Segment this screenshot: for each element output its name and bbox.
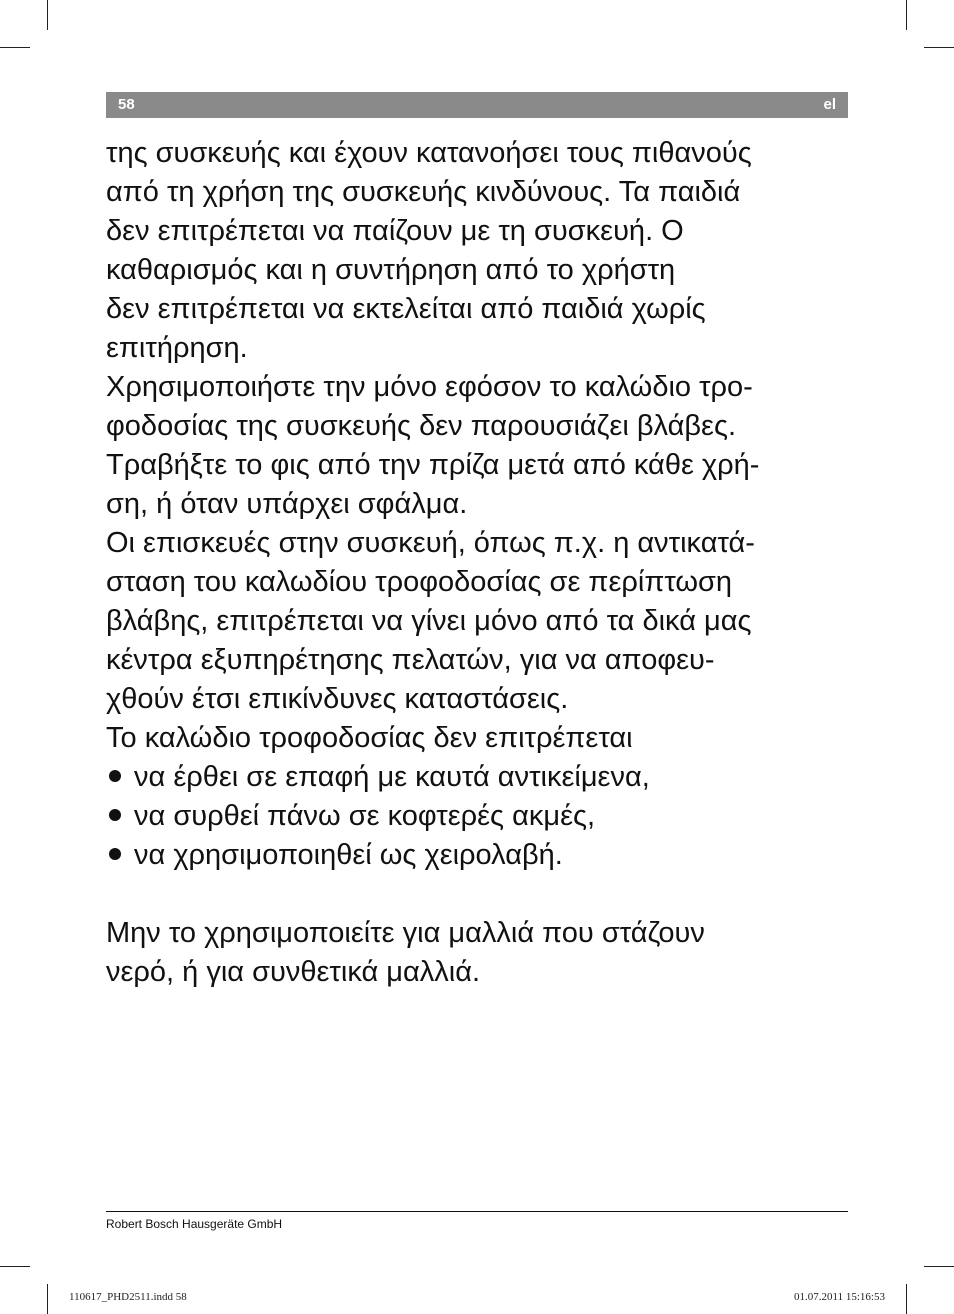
text-line: καθαρισμός και η συντήρηση από το χρήστη xyxy=(106,254,676,286)
text-line: Μην το χρησιμοποιείτε για μαλλιά που στάζουν xyxy=(106,917,705,949)
slug-timestamp: 01.07.2011 15:16:53 xyxy=(794,1291,885,1303)
bullet-icon xyxy=(109,770,121,782)
text-line: από τη χρήση της συσκευής κινδύνους. Τα παιδιά xyxy=(106,176,741,208)
text-line: Τραβήξτε το φις από την πρίζα μετά από κάθε χρή- xyxy=(106,449,760,481)
crop-mark-top-right-horizontal xyxy=(924,47,954,48)
bullet-text: να έρθει σε επαφή με καυτά αντικείμενα, xyxy=(134,761,650,793)
bullet-text: να χρησιμοποιηθεί ως χειρολαβή. xyxy=(134,839,563,871)
text-line: επιτήρηση. xyxy=(106,332,248,364)
bullet-item xyxy=(106,758,848,797)
crop-mark-bottom-right-vertical xyxy=(906,1284,907,1314)
text-line: σταση του καλωδίου τροφοδοσίας σε περίπτωση xyxy=(106,566,733,598)
crop-mark-bottom-left-vertical xyxy=(47,1284,48,1314)
text-line: δεν επιτρέπεται να εκτελείται από παιδιά χωρίς xyxy=(106,293,706,325)
text-line: νερό, ή για συνθετικά μαλλιά. xyxy=(106,956,481,988)
page-number: 58 xyxy=(118,96,135,113)
text-line: βλάβης, επιτρέπεται να γίνει μόνο από τα δικά μας xyxy=(106,605,752,637)
text-line: ση, ή όταν υπάρχει σφάλμα. xyxy=(106,488,468,520)
text-line: Οι επισκευές στην συσκευή, όπως π.χ. η αντικατά- xyxy=(106,527,755,559)
footer-divider xyxy=(106,1211,848,1212)
bullet-item xyxy=(106,797,848,836)
text-line: φοδοσίας της συσκευής δεν παρουσιάζει βλάβες. xyxy=(106,410,737,442)
crop-mark-top-right-vertical xyxy=(906,0,907,30)
text-line: Χρησιμοποιήστε την μόνο εφόσον το καλώδιο τρο- xyxy=(106,371,753,403)
slug-file-name: 110617_PHD2511.indd 58 xyxy=(69,1291,187,1303)
language-code: el xyxy=(823,96,836,113)
text-line: Το καλώδιο τροφοδοσίας δεν επιτρέπεται xyxy=(106,722,633,754)
bullet-icon xyxy=(109,809,121,821)
text-line: κέντρα εξυπηρέτησης πελατών, για να αποφευ- xyxy=(106,644,715,676)
crop-mark-top-left-horizontal xyxy=(0,47,30,48)
page-header-bar xyxy=(106,92,848,118)
bullet-item xyxy=(106,836,848,875)
footer-company: Robert Bosch Hausgeräte GmbH xyxy=(106,1217,283,1231)
body-text xyxy=(106,134,848,992)
bullet-text: να συρθεί πάνω σε κοφτερές ακμές, xyxy=(134,800,596,832)
bullet-icon xyxy=(109,848,121,860)
text-line: δεν επιτρέπεται να παίζουν με τη συσκευή. Ο xyxy=(106,215,684,247)
crop-mark-bottom-left-horizontal xyxy=(0,1266,30,1267)
text-line: χθούν έτσι επικίνδυνες καταστάσεις. xyxy=(106,683,569,715)
paragraph-gap xyxy=(106,875,848,914)
text-line: της συσκευής και έχουν κατανοήσει τους πιθανούς xyxy=(106,137,752,169)
crop-mark-top-left-vertical xyxy=(47,0,48,30)
crop-mark-bottom-right-horizontal xyxy=(924,1266,954,1267)
